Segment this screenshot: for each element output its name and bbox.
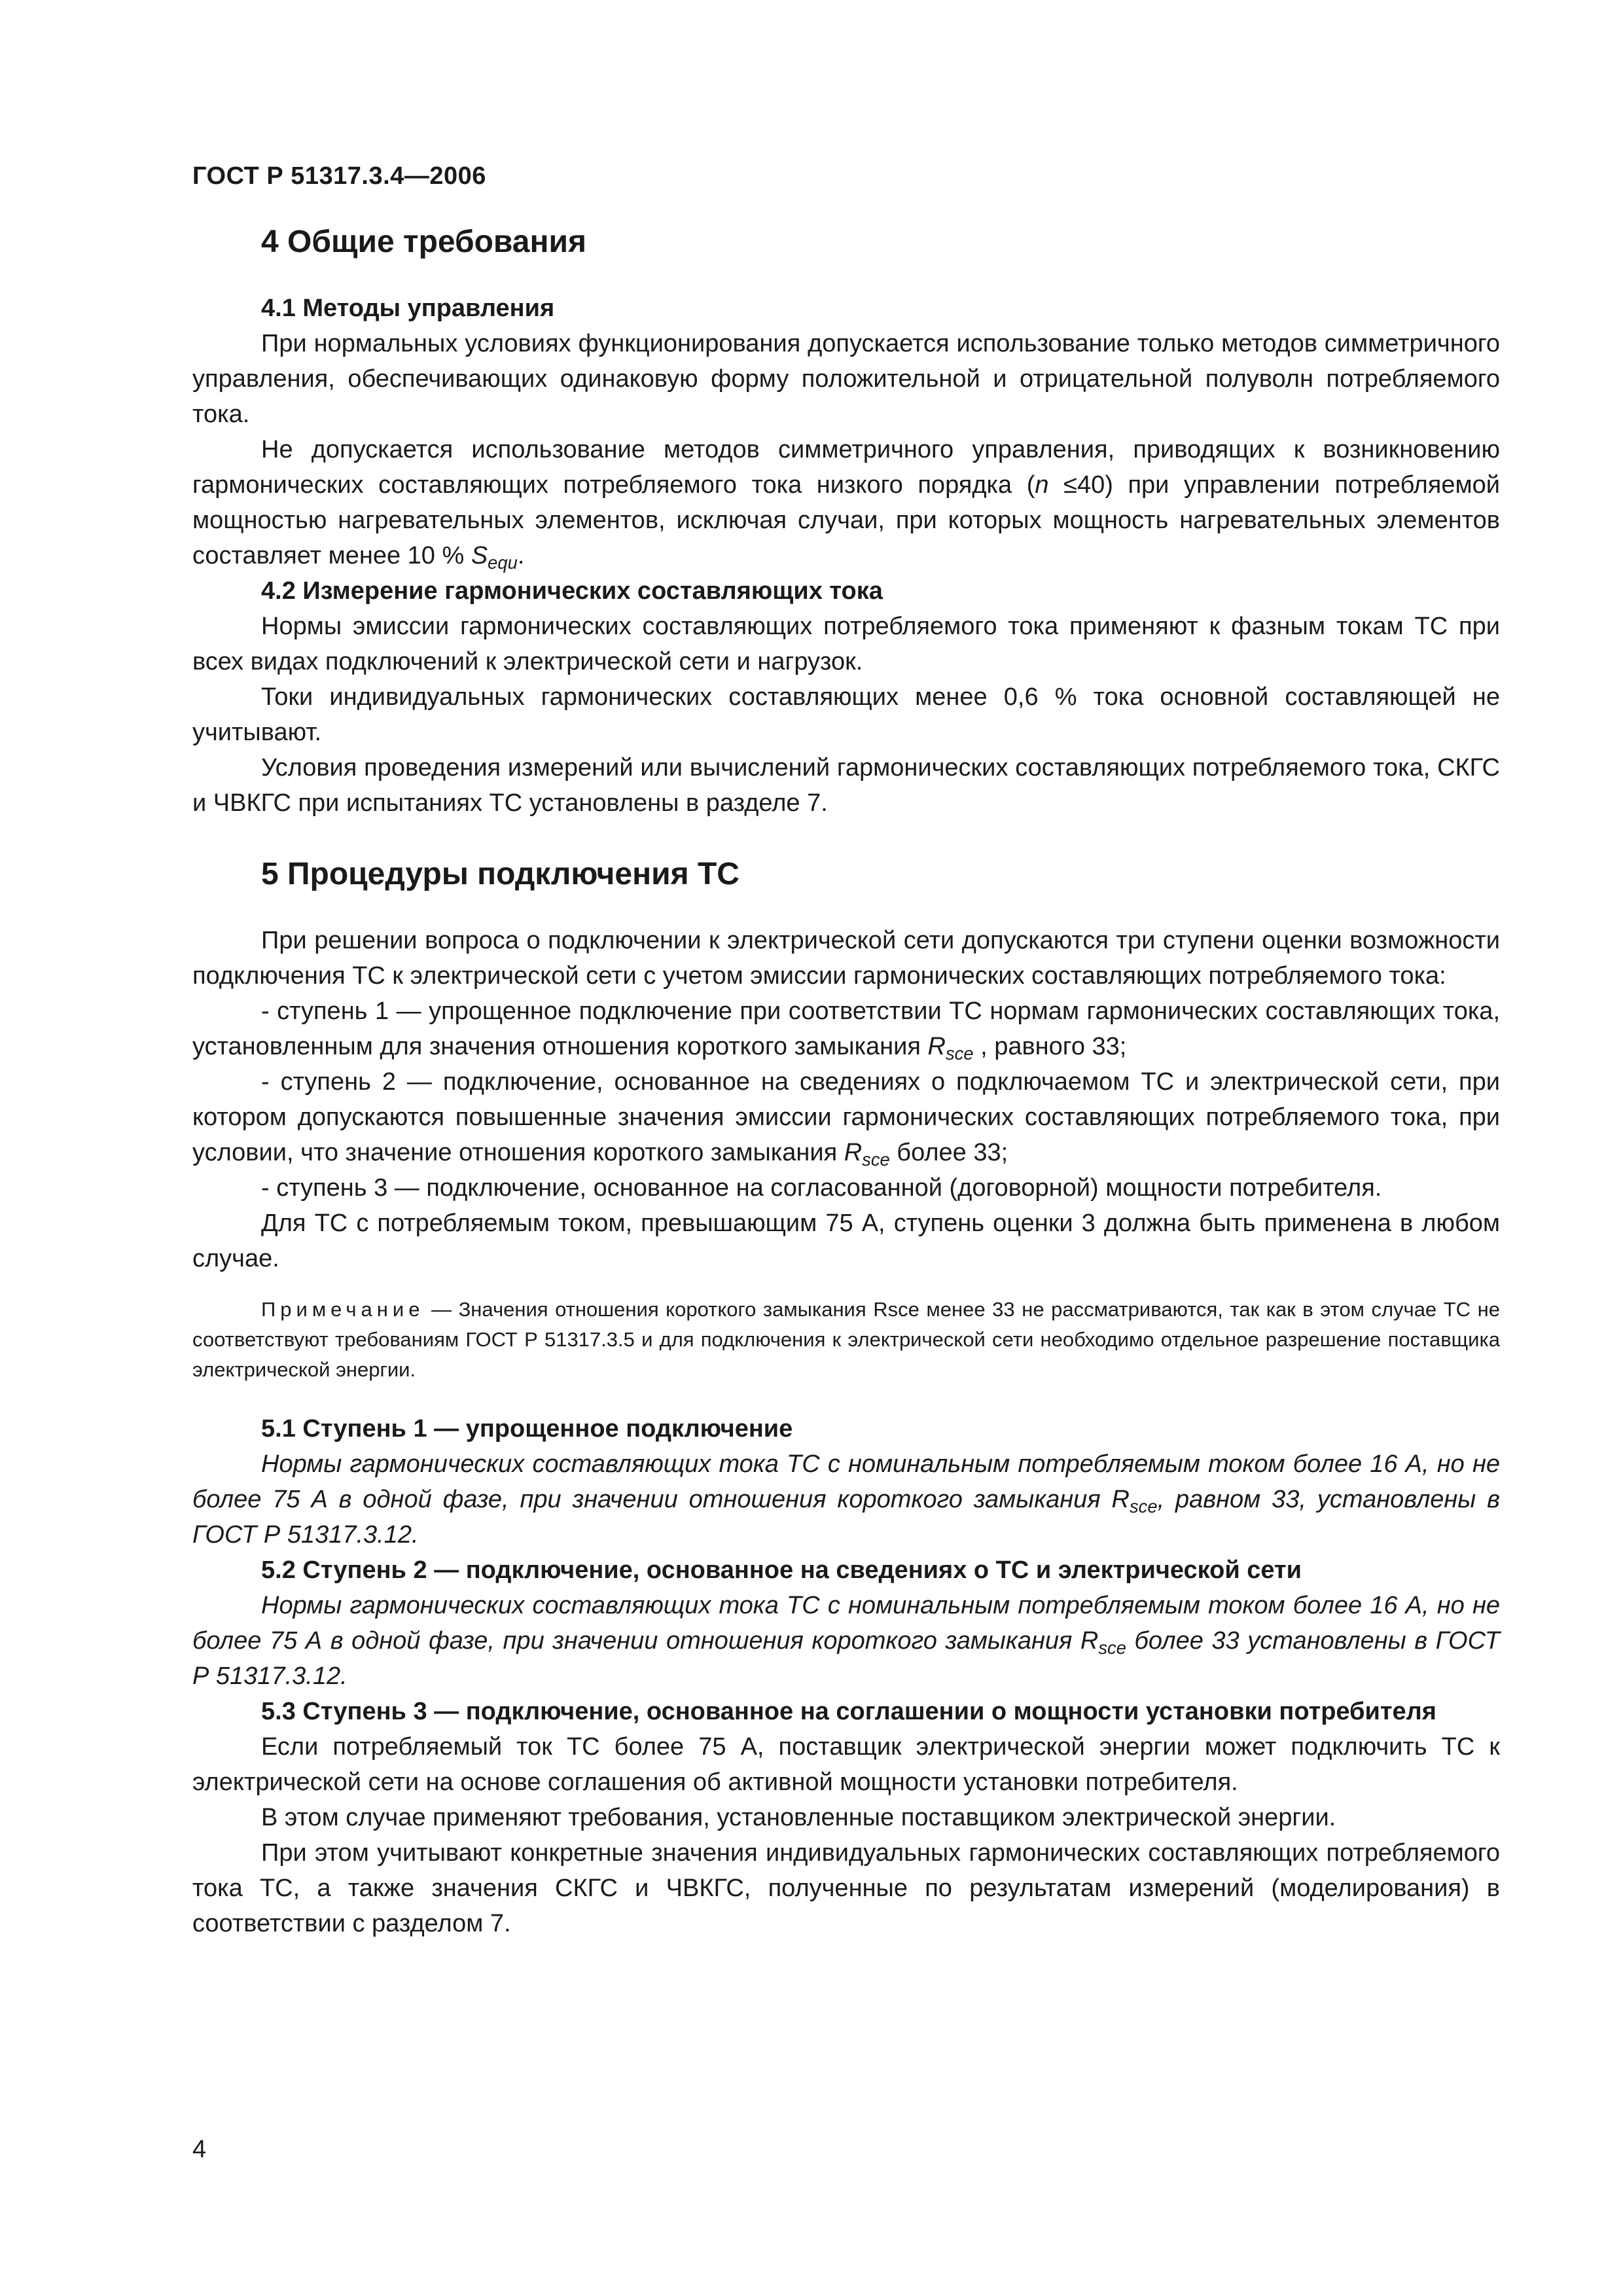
subsection-5-3-heading: 5.3 Ступень 3 — подключение, основанное на соглашении о мощности установки потребителя [261, 1698, 1436, 1725]
note-label: Примечание [261, 1298, 425, 1321]
paragraph: Нормы эмиссии гармонических составляющих потребляемого тока применяют к фазным токам ТС при всех видах подключений к электрической сети и нагрузок. [192, 613, 1500, 675]
paragraph: Если потребляемый ток ТС более 75 А, поставщик электрической энергии может подключить ТС к электрической сети на основе соглашения об активной мощности установки потребителя. [192, 1733, 1500, 1796]
paragraph: Не допускается использование методов симметричного управления, приводящих к возникновению гармонических составляющих потребляемого тока низкого порядка (n ≤40) при управлении потребляемой мощностью нагревательных элементов, исключая случаи, при которых мощность нагревательных элементов составляет менее 10 % $S_{equ}$. [192, 436, 1500, 573]
paragraph: Токи индивидуальных гармонических составляющих менее 0,6 % тока основной составляющей не учитывают. [192, 683, 1500, 746]
subsection-4-1-heading: 4.1 Методы управления [261, 295, 555, 322]
paragraph: При нормальных условиях функционирования допускается использование только методов симметричного управления, обеспечивающих одинаковую форму положительной и отрицательной полуволн потребляемого тока. [192, 330, 1500, 428]
document-body [192, 223, 1500, 1941]
section-5-title: 5 Процедуры подключения ТС [261, 857, 740, 891]
subsection-4-2-heading: 4.2 Измерение гармонических составляющих тока [261, 577, 883, 605]
paragraph: Нормы гармонических составляющих тока ТС с номинальным потребляемым током более 16 А, но не более 75 А в одной фазе, при значении отношения короткого замыкания $R_{sce}$, равном 33, установлены в ГОСТ Р 51317.3.12. [192, 1450, 1500, 1549]
paragraph: В этом случае применяют требования, установленные поставщиком электрической энергии. [261, 1804, 1336, 1831]
document-code: ГОСТ Р 51317.3.4—2006 [192, 162, 486, 190]
subsection-5-1-heading: 5.1 Ступень 1 — упрощенное подключение [261, 1415, 793, 1443]
list-item: - ступень 2 — подключение, основанное на сведениях о подключаемом ТС и электрической сети, при котором допускаются повышенные значения эмиссии гармонических составляющих потребляемого тока, при условии, что значение отношения короткого замыкания $R_{sce}$ более 33; [192, 1068, 1500, 1170]
paragraph: При этом учитывают конкретные значения индивидуальных гармонических составляющих потребляемого тока ТС, а также значения СКГС и ЧВКГС, полученные по результатам измерений (моделирования) в соответствии с разделом 7. [192, 1839, 1500, 1937]
page-number: 4 [192, 2136, 207, 2163]
list-item: - ступень 3 — подключение, основанное на согласованной (договорной) мощности потребителя. [261, 1174, 1382, 1202]
paragraph: Условия проведения измерений или вычислений гармонических составляющих потребляемого тока, СКГС и ЧВКГС при испытаниях ТС установлены в разделе 7. [192, 754, 1500, 817]
paragraph: Нормы гармонических составляющих тока ТС с номинальным потребляемым током более 16 А, но не более 75 А в одной фазе, при значении отношения короткого замыкания $R_{sce}$ более 33 установлены в ГОСТ Р 51317.3.12. [192, 1592, 1500, 1690]
list-item: - ступень 1 — упрощенное подключение при соответствии ТС нормам гармонических составляющих тока, установленным для значения отношения короткого замыкания $R_{sce}$ , равного 33; [192, 997, 1500, 1064]
subsection-5-2-heading: 5.2 Ступень 2 — подключение, основанное на сведениях о ТС и электрической сети [261, 1556, 1302, 1584]
section-4-title: 4 Общие требования [261, 224, 586, 259]
paragraph: При решении вопроса о подключении к электрической сети допускаются три ступени оценки возможности подключения ТС к электрической сети с учетом эмиссии гармонических составляющих потребляемого тока: [192, 927, 1500, 990]
note: Примечание — Значения отношения короткого замыкания Rsce менее 33 не рассматриваются, так как в этом случае ТС не соответствуют требованиям ГОСТ Р 51317.3.5 и для подключения к электрической сети необходимо отдельное разрешение поставщика электрической энергии. [192, 1298, 1500, 1381]
paragraph: Для ТС с потребляемым током, превышающим 75 А, ступень оценки 3 должна быть применена в любом случае. [192, 1210, 1500, 1272]
